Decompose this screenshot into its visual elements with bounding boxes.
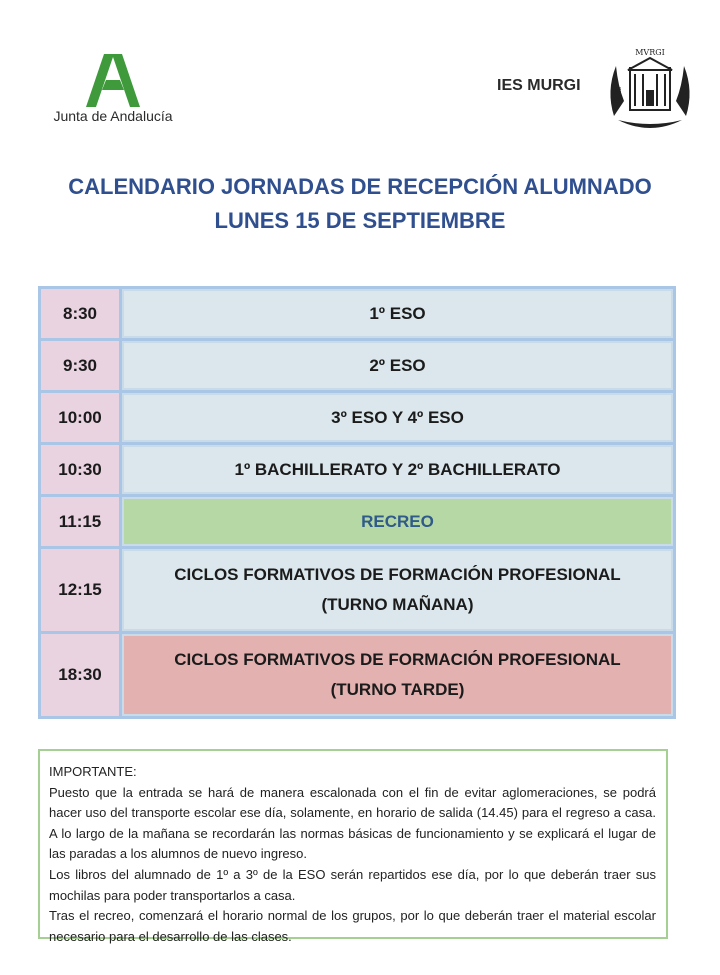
- description-line: CICLOS FORMATIVOS DE FORMACIÓN PROFESIONAL: [174, 650, 621, 669]
- notice-heading: IMPORTANTE:: [49, 764, 137, 779]
- notice-paragraph: Puesto que la entrada se hará de manera escalonada con el fin de evitar aglomeraciones, se podrá hacer uso del transporte escolar ese día, solamente, en horario de salida (14.45) para el regreso a casa. A lo largo de la mañana se recordarán las normas básicas de funcionamiento y se explicará el lugar de las paradas a los alumnos de nuevo ingreso.: [49, 784, 656, 862]
- notice-paragraph: Tras el recreo, comenzará el horario normal de los grupos, por lo que deberán traer el material escolar necesario para el desarrollo de las clases.: [49, 908, 656, 944]
- andalucia-a-icon: [82, 52, 144, 108]
- schedule-row-break: [41, 497, 673, 549]
- description-line: CICLOS FORMATIVOS DE FORMACIÓN PROFESIONAL: [174, 565, 621, 584]
- important-notice: [38, 749, 668, 944]
- logo-text: Junta de Andalucía: [53, 108, 173, 124]
- school-name: IES MURGI: [497, 77, 581, 94]
- title-line-2: LUNES 15 DE SEPTIEMBRE: [214, 208, 506, 233]
- schedule-row: [41, 341, 673, 393]
- description-cell: [122, 634, 673, 716]
- time-cell: 18:30: [41, 634, 122, 716]
- school-crest-icon: [604, 46, 696, 132]
- schedule-row-afternoon: [41, 634, 673, 716]
- description-subline: (TURNO TARDE): [330, 680, 465, 699]
- time-cell: 10:30: [41, 445, 122, 494]
- time-cell: 8:30: [41, 289, 122, 338]
- description-cell: 1º ESO: [122, 289, 673, 338]
- description-subline: (TURNO MAÑANA): [321, 595, 474, 614]
- schedule-row: [41, 393, 673, 445]
- description-cell: 2º ESO: [122, 341, 673, 390]
- schedule-row: [41, 445, 673, 497]
- crest-label: MVRGI: [635, 48, 665, 57]
- title-line-1: CALENDARIO JORNADAS DE RECEPCIÓN ALUMNADO: [68, 174, 652, 199]
- description-cell: 3º ESO Y 4º ESO: [122, 393, 673, 442]
- time-cell: 11:15: [41, 497, 122, 546]
- break-cell: RECREO: [122, 497, 673, 546]
- schedule-row: [41, 289, 673, 341]
- schedule-table: [38, 286, 676, 719]
- page-title: [0, 170, 720, 238]
- time-cell: 12:15: [41, 549, 122, 631]
- description-cell: [122, 549, 673, 631]
- schedule-row: [41, 549, 673, 634]
- notice-paragraph: Los libros del alumnado de 1º a 3º de la ESO serán repartidos ese día, por lo que deberán traer sus mochilas para poder transportarlos a casa.: [49, 866, 656, 903]
- time-cell: 9:30: [41, 341, 122, 390]
- description-cell: 1º BACHILLERATO Y 2º BACHILLERATO: [122, 445, 673, 494]
- junta-andalucia-logo: [48, 52, 178, 132]
- crest-side-label: IES: [616, 86, 623, 98]
- time-cell: 10:00: [41, 393, 122, 442]
- page-header: [0, 0, 720, 150]
